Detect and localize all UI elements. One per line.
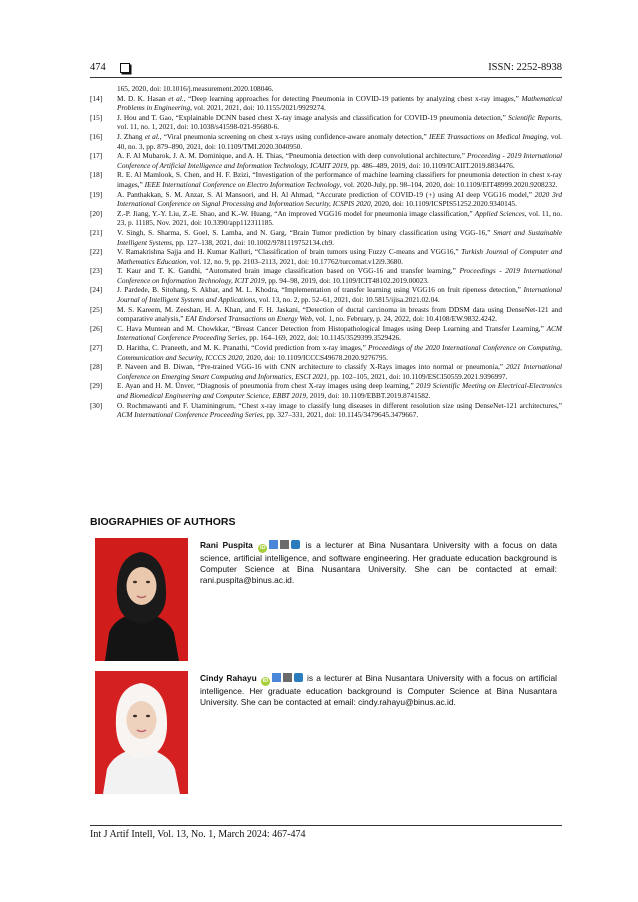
reference-number: [29] [90, 381, 103, 391]
reference-item [90, 170, 562, 189]
reference-item [90, 266, 562, 285]
reference-item [90, 324, 562, 343]
reference-text: 165, 2020, doi: 10.1016/j.measurement.2020.108046. [117, 84, 274, 93]
reference-list [90, 84, 562, 420]
reference-text: A. Panthakkan, S. M. Anzar, S. Al Mansoori, and H. Al Ahmad, “Accurate prediction of COVID-19 (+) using AI deep VGG16 model,” 2020 3rd International Conference on Signal Processing and Information Security, ICSPIS 2020, 2020, doi: 10.1109/ICSPIS51252.2020.9340145. [117, 189, 562, 209]
author-bio-text: is a lecturer at Bina Nusantara University with a focus on artificial intelligence. Her graduate education background is Computer Science at Bina Nusantara University. She can be contacted at email: cindy.rahayu@binus.ac.id. [200, 673, 557, 707]
reference-text: R. E. Al Mamlook, S. Chen, and H. F. Bzizi, “Investigation of the performance of machine learning classifiers for pneumonia detection in chest x-ray images,” IEEE International Conference on Electro Information Technology, vol. 2020-July, pp. 98–104, 2020, doi: 10.1109/EIT48999.2020.9208232. [117, 170, 562, 189]
reference-text: E. Ayan and H. M. Ünver, “Diagnosis of pneumonia from chest X-ray images using deep learning,” 2019 Scientific Meeting on Electrical-Electronics and Biomedical Engineering and Computer Science, EBBT 2019, 2019, doi: 10.1109/EBBT.2019.8741582. [117, 381, 562, 400]
reference-number: [24] [90, 285, 103, 295]
reference-number: [22] [90, 247, 103, 257]
page-footer: Int J Artif Intell, Vol. 13, No. 1, March 2024: 467-474 [90, 829, 306, 840]
author-photo-rani-puspita [95, 538, 188, 661]
reference-text: V. Ramakrishna Sajja and H. Kumar Kalluri, “Classification of brain tumors using Fuzzy C-means and VGG16,” Turkish Journal of Computer and Mathematics Education, vol. 12, no. 9, pp. 2103–2113, 2021, doi: 10.17762/turcomat.v12i9.3680. [117, 247, 562, 266]
reference-item [90, 209, 562, 228]
reference-number: [16] [90, 131, 103, 141]
reference-text: J. Pardede, B. Sitohang, S. Akbar, and M. L. Khodra, “Implementation of transfer learning using VGG16 on fruit ripeness detection,” International Journal of Intelligent Systems and Applications, vol. 13, no. 2, pp. 52–61, 2021, doi: 10.5815/ijisa.2021.02.04. [117, 285, 562, 305]
checkbox-square-icon [120, 63, 130, 73]
orcid-icon[interactable]: iD [262, 678, 269, 684]
page-header [90, 62, 562, 78]
reference-number: [21] [90, 227, 103, 237]
biographies-heading: BIOGRAPHIES OF AUTHORS [90, 516, 236, 528]
reference-text: A. F. Al Mubarok, J. A. M. Dominique, and A. H. Thias, “Pneumonia detection with deep convolutional architecture,” Proceeding - 2019 International Conference of Artificial Intelligence and Information Technology, ICAIIT 2019, pp. 486–489, 2019, doi: 10.1109/ICAIIT.2019.8834476. [117, 151, 562, 170]
google-scholar-icon[interactable] [269, 540, 278, 549]
reference-text: V. Singh, S. Sharma, S. Goel, S. Lamba, and N. Garg, “Brain Tumor prediction by binary classification using VGG-16,” Smart and Sustainable Intelligent Systems, pp. 127–138, 2021, doi: 10.1002/9781119752134.ch9. [117, 227, 563, 247]
reference-text: Z.-P. Jiang, Y.-Y. Liu, Z.-E. Shao, and K.-W. Huang, “An improved VGG16 model for pneumonia image classification,” Applied Sciences, vol. 11, no. 23, p. 11185, Nov. 2021, doi: 10.3390/app112311185. [117, 208, 563, 228]
scopus-icon[interactable] [283, 673, 292, 682]
reference-number: [18] [90, 170, 103, 180]
reference-item [90, 343, 562, 362]
issn: ISSN: 2252-8938 [488, 62, 562, 73]
reference-text: D. Haritha, C. Praneeth, and M. K. Pranathi, “Covid prediction from x-ray images,” Proceedings of the 2020 International Conference on Computing, Communication and Security, ICCCS 2020, 2020, doi: 10.1109/ICCCS49678.2020.9276795. [117, 343, 562, 362]
publons-icon[interactable] [291, 540, 300, 549]
orcid-icon[interactable]: iD [259, 545, 266, 551]
reference-number: [15] [90, 112, 103, 122]
reference-text: C. Hava Muntean and M. Chowkkar, “Breast Cancer Detection from Histopathological Images using Deep Learning and Transfer Learning,” ACM International Conference Proceeding Series, pp. 164–169, 2022, doi: 10.1145/3529399.3529426. [117, 323, 562, 343]
reference-item [90, 247, 562, 266]
reference-number: [27] [90, 343, 103, 353]
reference-text: P. Naveen and B. Diwan, “Pre-trained VGG-16 with CNN architecture to classify X-Rays images into normal or pneumonia,” 2021 International Conference on Emerging Smart Computing and Informatics, ESCI 2021, pp. 102–105, 2021, doi: 10.1109/ESCI50559.2021.9396997. [117, 362, 562, 381]
author-bio-cindy-rahayu [200, 673, 557, 708]
reference-number: [23] [90, 266, 103, 276]
author-bio-rani-puspita [200, 540, 557, 585]
reference-number: [14] [90, 93, 103, 103]
scopus-icon[interactable] [280, 540, 289, 549]
reference-text: J. Hou and T. Gao, “Explainable DCNN based chest X-ray image analysis and classification for COVID-19 pneumonia detection,” Scientific Reports, vol. 11, no. 1, 2021, doi: 10.1038/s41598-021-95680-6. [117, 112, 562, 132]
reference-item [90, 305, 562, 324]
author-photo-cindy-rahayu [95, 671, 188, 794]
reference-item [90, 84, 562, 94]
reference-number: [19] [90, 189, 103, 199]
reference-text: M. S. Kareem, M. Zeeshan, H. A. Khan, and F. H. Jaskani, “Detection of ductal carcinoma in breasts from DDSM data using DenseNet-121 and comparative analysis,” EAI Endorsed Transactions on Energy Web, vol. 1, no. February, p. 24, 2022, doi: 10.4108/EW.9832.4242. [117, 304, 562, 324]
page-number: 474 [90, 62, 106, 73]
publons-icon[interactable] [294, 673, 303, 682]
footer-rule [90, 825, 562, 826]
reference-number: [25] [90, 304, 103, 314]
reference-item [90, 132, 562, 151]
google-scholar-icon[interactable] [272, 673, 281, 682]
reference-item [90, 228, 562, 247]
reference-number: [28] [90, 362, 103, 372]
reference-number: [17] [90, 151, 103, 161]
reference-number [90, 84, 117, 94]
reference-item [90, 113, 562, 132]
reference-item [90, 401, 562, 420]
header-rule [90, 77, 562, 78]
reference-number: [26] [90, 323, 103, 333]
reference-item [90, 151, 562, 170]
reference-text: M. D. K. Hasan et al., “Deep learning approaches for detecting Pneumonia in COVID-19 patients by analyzing chest x-ray images,” Mathematical Problems in Engineering, vol. 2021, 2021, doi: 10.1155/2021/9929274. [117, 93, 562, 113]
author-name: Cindy Rahayu [200, 673, 257, 683]
reference-item [90, 362, 562, 381]
reference-item [90, 190, 562, 209]
reference-text: T. Kaur and T. K. Gandhi, “Automated brain image classification based on VGG-16 and transfer learning,” Proceedings - 2019 International Conference on Information Technology, ICIT 2019, pp. 94–98, 2019, doi: 10.1109/ICIT48102.2019.00023. [117, 266, 562, 285]
reference-number: [20] [90, 208, 103, 218]
reference-item [90, 94, 562, 113]
author-name: Rani Puspita [200, 540, 253, 550]
reference-text: O. Rochmawanti and F. Utaminingrum, “Chest x-ray image to classify lung diseases in different resolution size using DenseNet-121 architectures,” ACM International Conference Proceeding Series, pp. 327–331, 2021, doi: 10.1145/3479645.3479667. [117, 400, 562, 420]
author-bio-text: is a lecturer at Bina Nusantara University with a focus on data science, artificial intelligence, and software engineering. Her graduate education background is Computer Science at Bina Nusantara University. She can be contacted at email: rani.puspita@binus.ac.id. [200, 540, 558, 585]
reference-text: J. Zhang et al., “Viral pneumonia screening on chest x-rays using confidence-aware anomaly detection,” IEEE Transactions on Medical Imaging, vol. 40, no. 3, pp. 879–890, 2021, doi: 10.1109/TMI.2020.3040950. [117, 131, 562, 151]
reference-number: [30] [90, 400, 103, 410]
reference-item [90, 285, 562, 304]
reference-item [90, 381, 562, 400]
